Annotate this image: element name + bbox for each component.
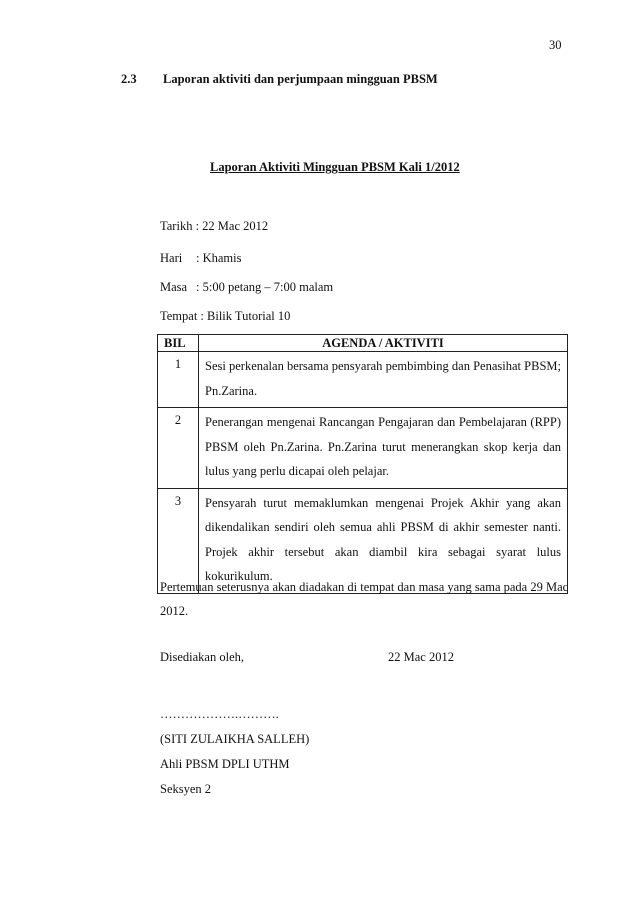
prepared-date: 22 Mac 2012 — [388, 650, 454, 664]
masa-label: Masa — [160, 280, 188, 294]
table-row — [158, 408, 568, 489]
report-title: Laporan Aktiviti Mingguan PBSM Kali 1/2012 — [210, 160, 460, 174]
masa-line — [160, 280, 333, 295]
table-row — [158, 352, 568, 408]
section-title: Laporan aktiviti dan perjumpaan mingguan PBSM — [163, 72, 438, 86]
signatory-section: Seksyen 2 — [160, 782, 212, 796]
closing-paragraph: Pertemuan seterusnya akan diadakan di tempat dan masa yang sama pada 29 Mac 2012. — [160, 580, 569, 618]
row-bil: 1 — [158, 352, 199, 408]
signature-block — [160, 702, 309, 802]
hari-label: Hari — [160, 251, 183, 265]
hari-value: : Khamis — [196, 251, 242, 265]
tarikh-line: Tarikh : 22 Mac 2012 — [160, 219, 269, 233]
header-bil: BIL — [158, 335, 199, 352]
hari-line — [160, 251, 241, 266]
row-bil: 2 — [158, 408, 199, 489]
signatory-name: (SITI ZULAIKHA SALLEH) — [160, 732, 310, 746]
row-bil: 3 — [158, 488, 199, 593]
table-header-row — [158, 335, 568, 352]
signature-dots: ……………….………. — [160, 707, 279, 721]
row-agenda: Penerangan mengenai Rancangan Pengajaran dan Pembelajaran (RPP) PBSM oleh Pn.Zarina. Pn.Zarina turut menerangkan skop kerja dan lulus yang perlu dicapai oleh pelajar. — [199, 408, 568, 489]
signatory-role: Ahli PBSM DPLI UTHM — [160, 757, 290, 771]
page-number: 30 — [549, 38, 562, 52]
prepared-by: Disediakan oleh, — [160, 650, 245, 664]
section-heading — [121, 72, 438, 87]
header-agenda: AGENDA / AKTIVITI — [199, 335, 568, 352]
section-number: 2.3 — [121, 72, 137, 86]
tempat-line: Tempat : Bilik Tutorial 10 — [160, 309, 291, 323]
agenda-table — [157, 334, 568, 594]
row-agenda: Sesi perkenalan bersama pensyarah pembimbing dan Penasihat PBSM; Pn.Zarina. — [199, 352, 568, 408]
row-agenda: Pensyarah turut memaklumkan mengenai Projek Akhir yang akan dikendalikan sendiri oleh semua ahli PBSM di akhir semester nanti. Projek akhir tersebut akan diambil kira sebagai syarat lulus kokurikulum. — [199, 488, 568, 593]
masa-value: : 5:00 petang – 7:00 malam — [196, 280, 334, 294]
